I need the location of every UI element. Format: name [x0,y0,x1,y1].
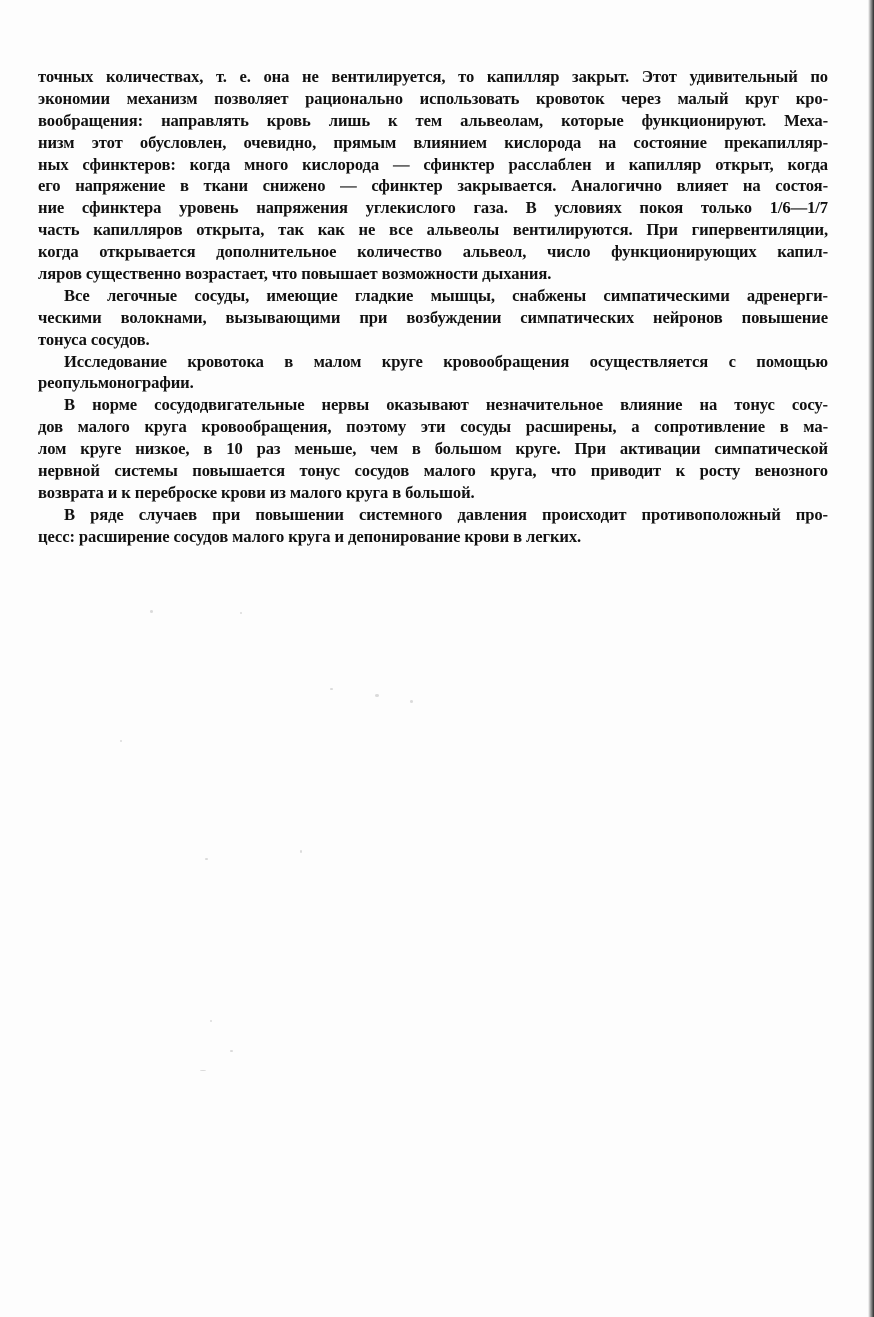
text-line: экономии механизм позволяет рационально использовать кровоток через малый круг кро- [38,88,828,108]
scan-speck [240,612,242,614]
scan-speck [410,700,413,703]
scan-edge-shadow [868,0,874,1317]
text-line: его напряжение в ткани снижено — сфинктер закрывается. Аналогично влияет на состоя- [38,176,828,196]
scan-speck [200,1070,206,1071]
text-line: ние сфинктера уровень напряжения углекислого газа. В условиях покоя только 1/6—1/7 [38,198,828,218]
paragraph-3 [38,351,828,395]
text-line: дов малого круга кровообращения, поэтому эти сосуды расширены, а сопротивление в ма- [38,417,828,437]
scan-speck [205,858,208,860]
paragraph-4 [38,394,828,503]
paragraph-1 [38,66,828,285]
text-line: нервной системы повышается тонус сосудов малого круга, что приводит к росту венозного [38,461,828,481]
text-line: ляров существенно возрастает, что повышает возможности дыхания. [38,264,552,284]
scan-speck [330,688,333,690]
text-line: В ряде случаев при повышении системного давления происходит противоположный про- [64,504,828,524]
text-line: ческими волокнами, вызывающими при возбуждении симпатических нейронов повышение [38,307,828,327]
text-line: цесс: расширение сосудов малого круга и депонирование крови в легких. [38,526,582,546]
text-line: часть капилляров открыта, так как не все альвеолы вентилируются. При гипервентиляции, [38,220,828,240]
scan-speck [120,740,122,742]
paragraph-5 [38,504,828,548]
text-line: вообращения: направлять кровь лишь к тем альвеолам, которые функционируют. Меха- [38,110,828,130]
text-line: В норме сосудодвигательные нервы оказывают незначительное влияние на тонус сосу- [64,395,828,415]
text-line: реопульмонографии. [38,373,194,393]
text-line: тонуса сосудов. [38,329,150,349]
scan-speck [375,694,379,697]
text-line: когда открывается дополнительное количество альвеол, число функционирующих капил- [38,242,828,262]
body-text [38,66,828,548]
text-line: возврата и к переброске крови из малого круга в большой. [38,482,475,502]
scan-speck [210,1020,212,1022]
text-line: точных количествах, т. е. она не вентилируется, то капилляр закрыт. Этот удивительный по [38,67,828,86]
scan-speck [230,1050,233,1052]
text-line: низм этот обусловлен, очевидно, прямым влиянием кислорода на состояние прекапилляр- [38,132,828,152]
text-line: Все легочные сосуды, имеющие гладкие мышцы, снабжены симпатическими адренерги- [64,285,828,305]
text-line: Исследование кровотока в малом круге кровообращения осуществляется с помощью [64,351,828,371]
text-line: ных сфинктеров: когда много кислорода — сфинктер расслаблен и капилляр открыт, когда [38,154,828,174]
scan-speck [300,850,302,853]
scan-speck [150,610,153,613]
paragraph-2 [38,285,828,351]
text-line: лом круге низкое, в 10 раз меньше, чем в большом круге. При активации симпатической [38,439,828,459]
